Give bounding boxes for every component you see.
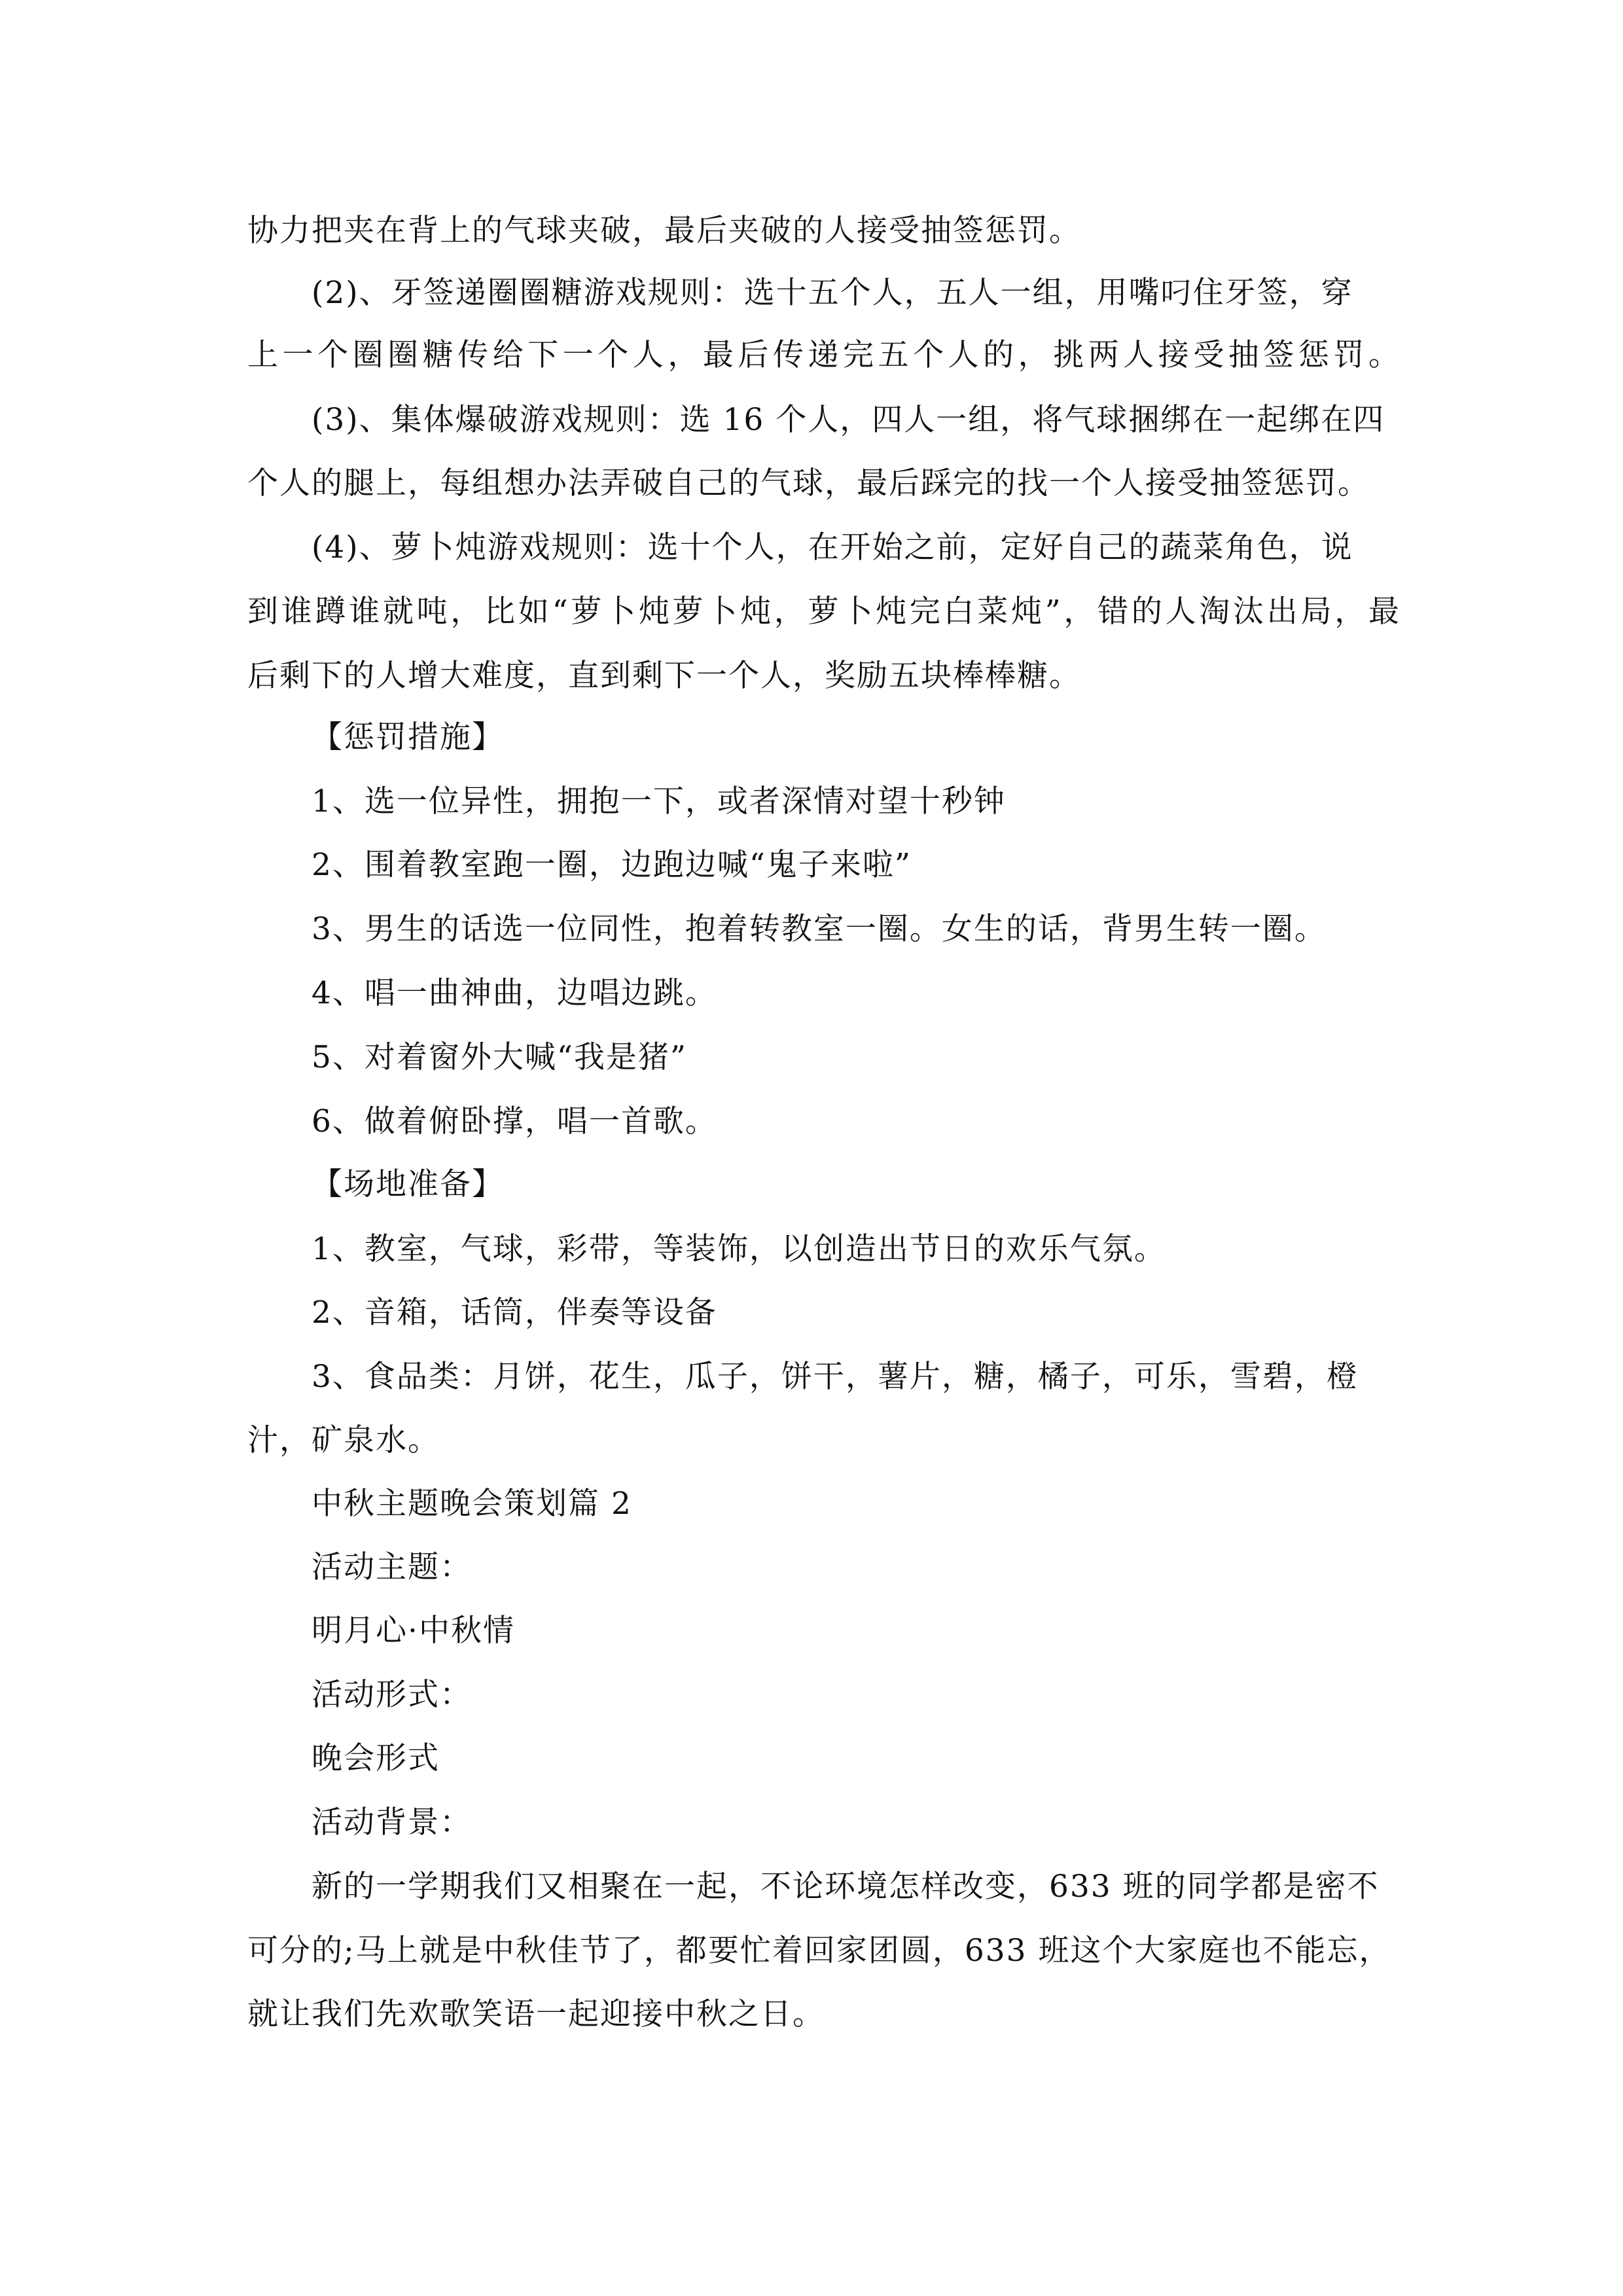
list-item: 1、教室，气球，彩带，等装饰，以创造出节日的欢乐气氛。 (312, 1231, 1166, 1267)
text-line: 到谁蹲谁就吨，比如“萝卜炖萝卜炖，萝卜炖完白菜炖”，错的人淘汰出局，最 (247, 594, 1400, 630)
text-line: (4)、萝卜炖游戏规则：选十个人，在开始之前，定好自己的蔬菜角色，说 (312, 529, 1353, 565)
text-line: 可分的;马上就是中秋佳节了，都要忙着回家团圆，633 班这个大家庭也不能忘， (247, 1933, 1391, 1969)
list-item: 1、选一位异性，拥抱一下，或者深情对望十秒钟 (312, 783, 1006, 819)
label-theme: 活动主题： (312, 1549, 472, 1585)
text-line: 协力把夹在背上的气球夹破，最后夹破的人接受抽签惩罚。 (247, 213, 1081, 249)
list-item: 3、食品类：月饼，花生，瓜子，饼干，薯片，糖，橘子，可乐，雪碧，橙 (312, 1359, 1359, 1395)
list-item: 2、音箱，话筒，伴奏等设备 (312, 1295, 717, 1331)
text-line: 汁，矿泉水。 (247, 1422, 440, 1458)
text-line: 个人的腿上，每组想办法弄破自己的气球，最后踩完的找一个人接受抽签惩罚。 (247, 465, 1370, 501)
value-form: 晚会形式 (312, 1740, 440, 1776)
list-item: 3、男生的话选一位同性，抱着转教室一圈。女生的话，背男生转一圈。 (312, 911, 1327, 947)
section-heading-penalty: 【惩罚措施】 (312, 719, 504, 755)
text-line: 上一个圈圈糖传给下一个人，最后传递完五个人的，挑两人接受抽签惩罚。 (247, 337, 1400, 373)
value-theme: 明月心·中秋情 (312, 1613, 515, 1649)
text-line: 就让我们先欢歌笑语一起迎接中秋之日。 (247, 1996, 825, 2032)
text-line: (2)、牙签递圈圈糖游戏规则：选十五个人，五人一组，用嘴叼住牙签，穿 (312, 275, 1353, 311)
list-item: 5、对着窗外大喊“我是猪” (312, 1039, 687, 1075)
text-line: 后剩下的人增大难度，直到剩下一个人，奖励五块棒棒糖。 (247, 658, 1081, 694)
list-item: 6、做着俯卧撑，唱一首歌。 (312, 1103, 717, 1139)
label-background: 活动背景： (312, 1804, 472, 1840)
text-line: 新的一学期我们又相聚在一起，不论环境怎样改变，633 班的同学都是密不 (312, 1869, 1380, 1905)
label-form: 活动形式： (312, 1677, 472, 1713)
section-title: 中秋主题晚会策划篇 2 (312, 1486, 632, 1522)
section-heading-venue: 【场地准备】 (312, 1166, 504, 1202)
list-item: 4、唱一曲神曲，边唱边跳。 (312, 975, 717, 1011)
list-item: 2、围着教室跑一圈，边跑边喊“鬼子来啦” (312, 847, 912, 883)
text-line: (3)、集体爆破游戏规则：选 16 个人，四人一组，将气球捆绑在一起绑在四 (312, 402, 1385, 438)
